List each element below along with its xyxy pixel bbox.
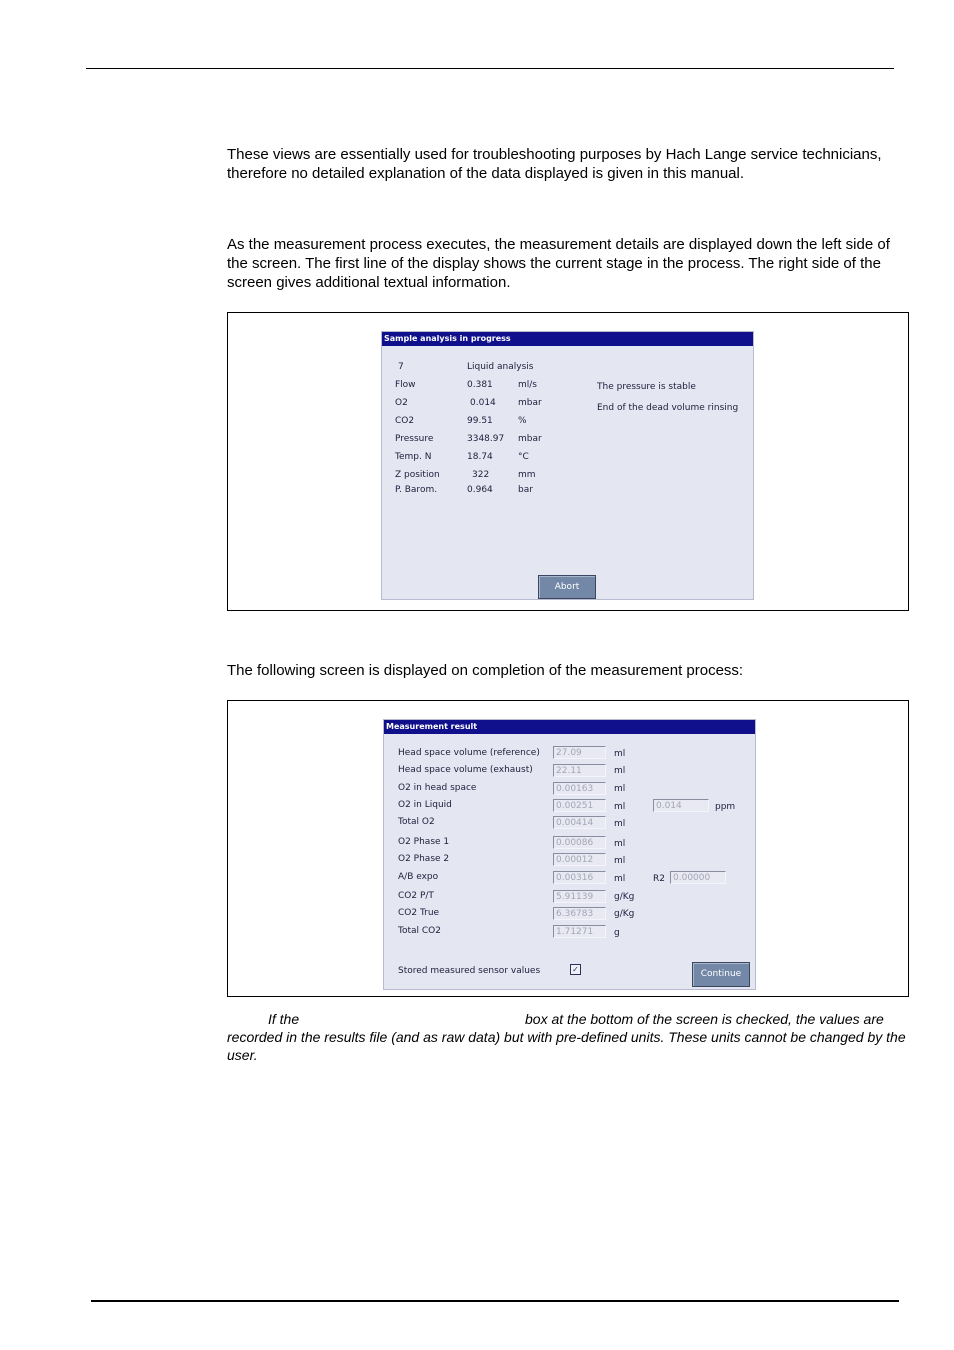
status-message: The pressure is stable: [597, 382, 696, 392]
stored-values-checkbox[interactable]: ✓: [570, 964, 581, 975]
abort-button[interactable]: Abort: [538, 575, 596, 599]
row-unit: mm: [518, 470, 536, 480]
result-value-field[interactable]: 0.00012: [553, 853, 606, 866]
result-figure-frame: [227, 700, 909, 997]
row-label: P. Barom.: [395, 485, 438, 495]
result-row-label: CO2 P/T: [398, 891, 434, 901]
result-row-label: Head space volume (exhaust): [398, 765, 533, 775]
row-value: 0.964: [467, 485, 493, 495]
result-row-label: A/B expo: [398, 872, 439, 882]
row-label: Flow: [395, 380, 416, 390]
r2-value-field[interactable]: 0.00000: [670, 871, 726, 884]
result-value-field[interactable]: 0.00316: [553, 871, 606, 884]
continue-button[interactable]: Continue: [692, 962, 750, 987]
analysis-window: [381, 331, 754, 600]
intro-paragraph: These views are essentially used for troubleshooting purposes by Hach Lange service technicians, therefore no detailed explanation of the data displayed is given in this manual.: [227, 146, 882, 182]
result-row-label: O2 Phase 1: [398, 837, 450, 847]
result-value-field[interactable]: 22.11: [553, 764, 606, 777]
row-label: Pressure: [395, 434, 434, 444]
row-label: Z position: [395, 470, 440, 480]
result-row-label: O2 in Liquid: [398, 800, 452, 810]
result-row-unit: ml: [614, 874, 626, 884]
result-row-unit: g/Kg: [614, 892, 635, 902]
row-unit: ml/s: [518, 380, 537, 390]
row-value: 18.74: [467, 452, 493, 462]
row-label: Temp. N: [395, 452, 432, 462]
result-row-label: Head space volume (reference): [398, 748, 540, 758]
row-value: 0.014: [470, 398, 496, 408]
result-row-label: Total O2: [398, 817, 435, 827]
result-value-field[interactable]: 0.00086: [553, 836, 606, 849]
result-value-field[interactable]: 5.91139: [553, 890, 606, 903]
stage-name: Liquid analysis: [467, 362, 534, 372]
row-value: 0.381: [467, 380, 493, 390]
result-value-field[interactable]: 6.36783: [553, 907, 606, 920]
result-value-field[interactable]: 0.00163: [553, 782, 606, 795]
row-unit: bar: [518, 485, 533, 495]
row-label: O2: [395, 398, 408, 408]
result-value-field[interactable]: 0.00251: [553, 799, 606, 812]
result-value-field[interactable]: 27.09: [553, 746, 606, 759]
result-row-label: O2 Phase 2: [398, 854, 450, 864]
row-value: 322: [472, 470, 490, 480]
r2-label: R2: [653, 874, 665, 884]
result-row-unit: ml: [614, 856, 626, 866]
footer-rule: [91, 1300, 899, 1302]
row-value: 3348.97: [467, 434, 505, 444]
checkbox-note: [227, 1010, 907, 1064]
stage-number: 7: [398, 362, 404, 372]
result-row-label: Total CO2: [398, 926, 441, 936]
row-label: CO2: [395, 416, 415, 426]
row-value: 99.51: [467, 416, 493, 426]
analysis-title-bar: Sample analysis in progress: [382, 332, 753, 346]
result-value-field[interactable]: 1.71271: [553, 925, 606, 938]
result-row-unit: ml: [614, 802, 626, 812]
result-row-unit: ml: [614, 766, 626, 776]
ppm-unit: ppm: [715, 802, 736, 812]
row-unit: %: [518, 416, 527, 426]
result-value-field[interactable]: 0.00414: [553, 816, 606, 829]
status-message: End of the dead volume rinsing: [597, 403, 739, 413]
result-row-unit: g/Kg: [614, 909, 635, 919]
ppm-value-field[interactable]: 0.014: [653, 799, 709, 812]
row-unit: mbar: [518, 434, 542, 444]
result-row-unit: ml: [614, 784, 626, 794]
result-window: [383, 719, 756, 990]
result-row-unit: ml: [614, 839, 626, 849]
analysis-figure-frame: [227, 312, 909, 611]
result-title-bar: Measurement result: [384, 720, 755, 734]
row-unit: mbar: [518, 398, 542, 408]
note-rest: box at the bottom of the screen is checked, the values are recorded in the results file (and as raw data) but with pre-defined units. These units cannot be changed by the user.: [227, 1011, 906, 1063]
stored-values-label: Stored measured sensor values: [398, 966, 541, 976]
row-unit: °C: [518, 452, 529, 462]
completion-paragraph: The following screen is displayed on completion of the measurement process:: [227, 662, 744, 679]
process-paragraph: As the measurement process executes, the measurement details are displayed down the left side of the screen. The first line of the display shows the current stage in the process. The right side of the screen gives additional textual information.: [227, 236, 890, 291]
note-prefix: If the: [268, 1011, 300, 1027]
result-row-label: CO2 True: [398, 908, 440, 918]
result-row-unit: ml: [614, 749, 626, 759]
result-row-unit: ml: [614, 819, 626, 829]
header-rule: [86, 68, 894, 69]
result-row-unit: g: [614, 928, 620, 938]
result-row-label: O2 in head space: [398, 783, 477, 793]
